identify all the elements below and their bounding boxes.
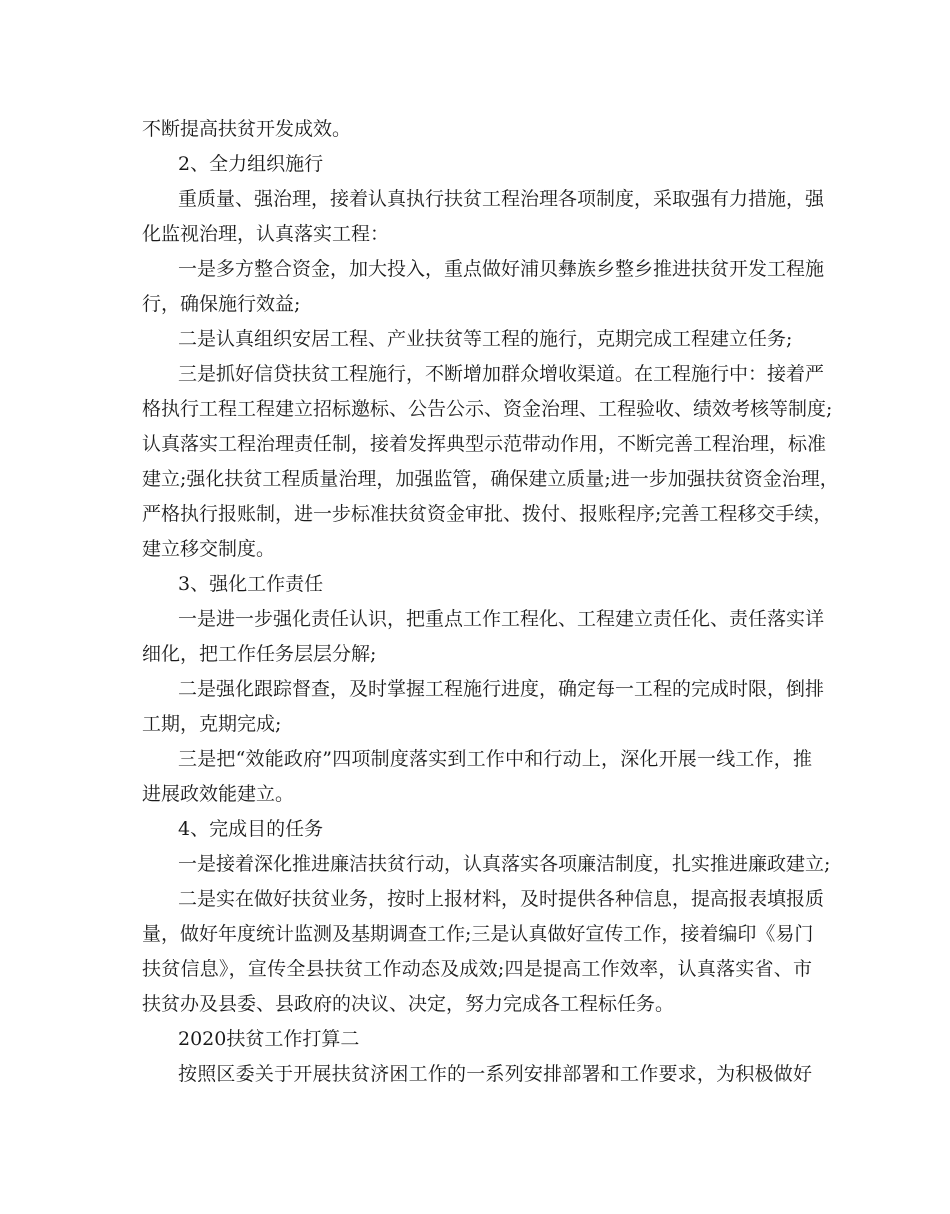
paragraph-line: 扶贫信息》，宣传全县扶贫工作动态及成效;四是提高工作效率，认真落实省、市	[142, 958, 812, 980]
paragraph-line: 建立移交制度。	[142, 538, 276, 560]
paragraph-line: 三是抓好信贷扶贫工程施行，不断增加群众增收渠道。在工程施行中：接着严	[178, 363, 825, 385]
paragraph-line: 扶贫办及县委、县政府的决议、决定，努力完成各工程标任务。	[142, 993, 675, 1015]
paragraph-line: 按照区委关于开展扶贫济困工作的一系列安排部署和工作要求，为积极做好	[178, 1063, 812, 1085]
paragraph-line: 二是实在做好扶贫业务，按时上报材料，及时提供各种信息，提高报表填报质	[178, 888, 825, 910]
paragraph-line: 重质量、强治理，接着认真执行扶贫工程治理各项制度，采取强有力措施，强	[178, 188, 825, 210]
paragraph-line: 工期，克期完成;	[142, 713, 282, 735]
paragraph-line: 细化，把工作任务层层分解;	[142, 643, 377, 665]
paragraph-line: 二是强化跟踪督查，及时掌握工程施行进度，确定每一工程的完成时限，倒排	[178, 678, 825, 700]
paragraph-line: 三是把“效能政府”四项制度落实到工作中和行动上，深化开展一线工作，推	[178, 748, 812, 770]
section-heading: 2020扶贫工作打算二	[178, 1028, 360, 1050]
paragraph-line: 一是多方整合资金，加大投入，重点做好浦贝彝族乡整乡推进扶贫开发工程施	[178, 258, 825, 280]
paragraph-line: 建立;强化扶贫工程质量治理，加强监管，确保建立质量;进一步加强扶贫资金治理，	[142, 468, 839, 490]
section-heading: 4、完成目的任务	[178, 818, 324, 840]
paragraph-line: 量，做好年度统计监测及基期调查工作;三是认真做好宣传工作，接着编印《易门	[142, 923, 814, 945]
paragraph-line: 格执行工程工程建立招标邀标、公告公示、资金治理、工程验收、绩效考核等制度;	[142, 398, 833, 420]
paragraph-line: 化监视治理，认真落实工程：	[142, 223, 390, 245]
section-heading: 2、全力组织施行	[178, 153, 324, 175]
paragraph-line: 一是接着深化推进廉洁扶贫行动，认真落实各项廉洁制度，扎实推进廉政建立;	[178, 853, 831, 875]
paragraph-line: 不断提高扶贫开发成效。	[142, 118, 352, 140]
paragraph-line: 一是进一步强化责任认识，把重点工作工程化、工程建立责任化、责任落实详	[178, 608, 825, 630]
paragraph-line: 进展政效能建立。	[142, 783, 295, 805]
paragraph-line: 二是认真组织安居工程、产业扶贫等工程的施行，克期完成工程建立任务;	[178, 328, 793, 350]
paragraph-line: 严格执行报账制，进一步标准扶贫资金审批、拨付、报账程序;完善工程移交手续，	[142, 503, 833, 525]
section-heading: 3、强化工作责任	[178, 573, 324, 595]
paragraph-line: 行，确保施行效益;	[142, 293, 301, 315]
paragraph-line: 认真落实工程治理责任制，接着发挥典型示范带动作用，不断完善工程治理，标准	[142, 433, 827, 455]
